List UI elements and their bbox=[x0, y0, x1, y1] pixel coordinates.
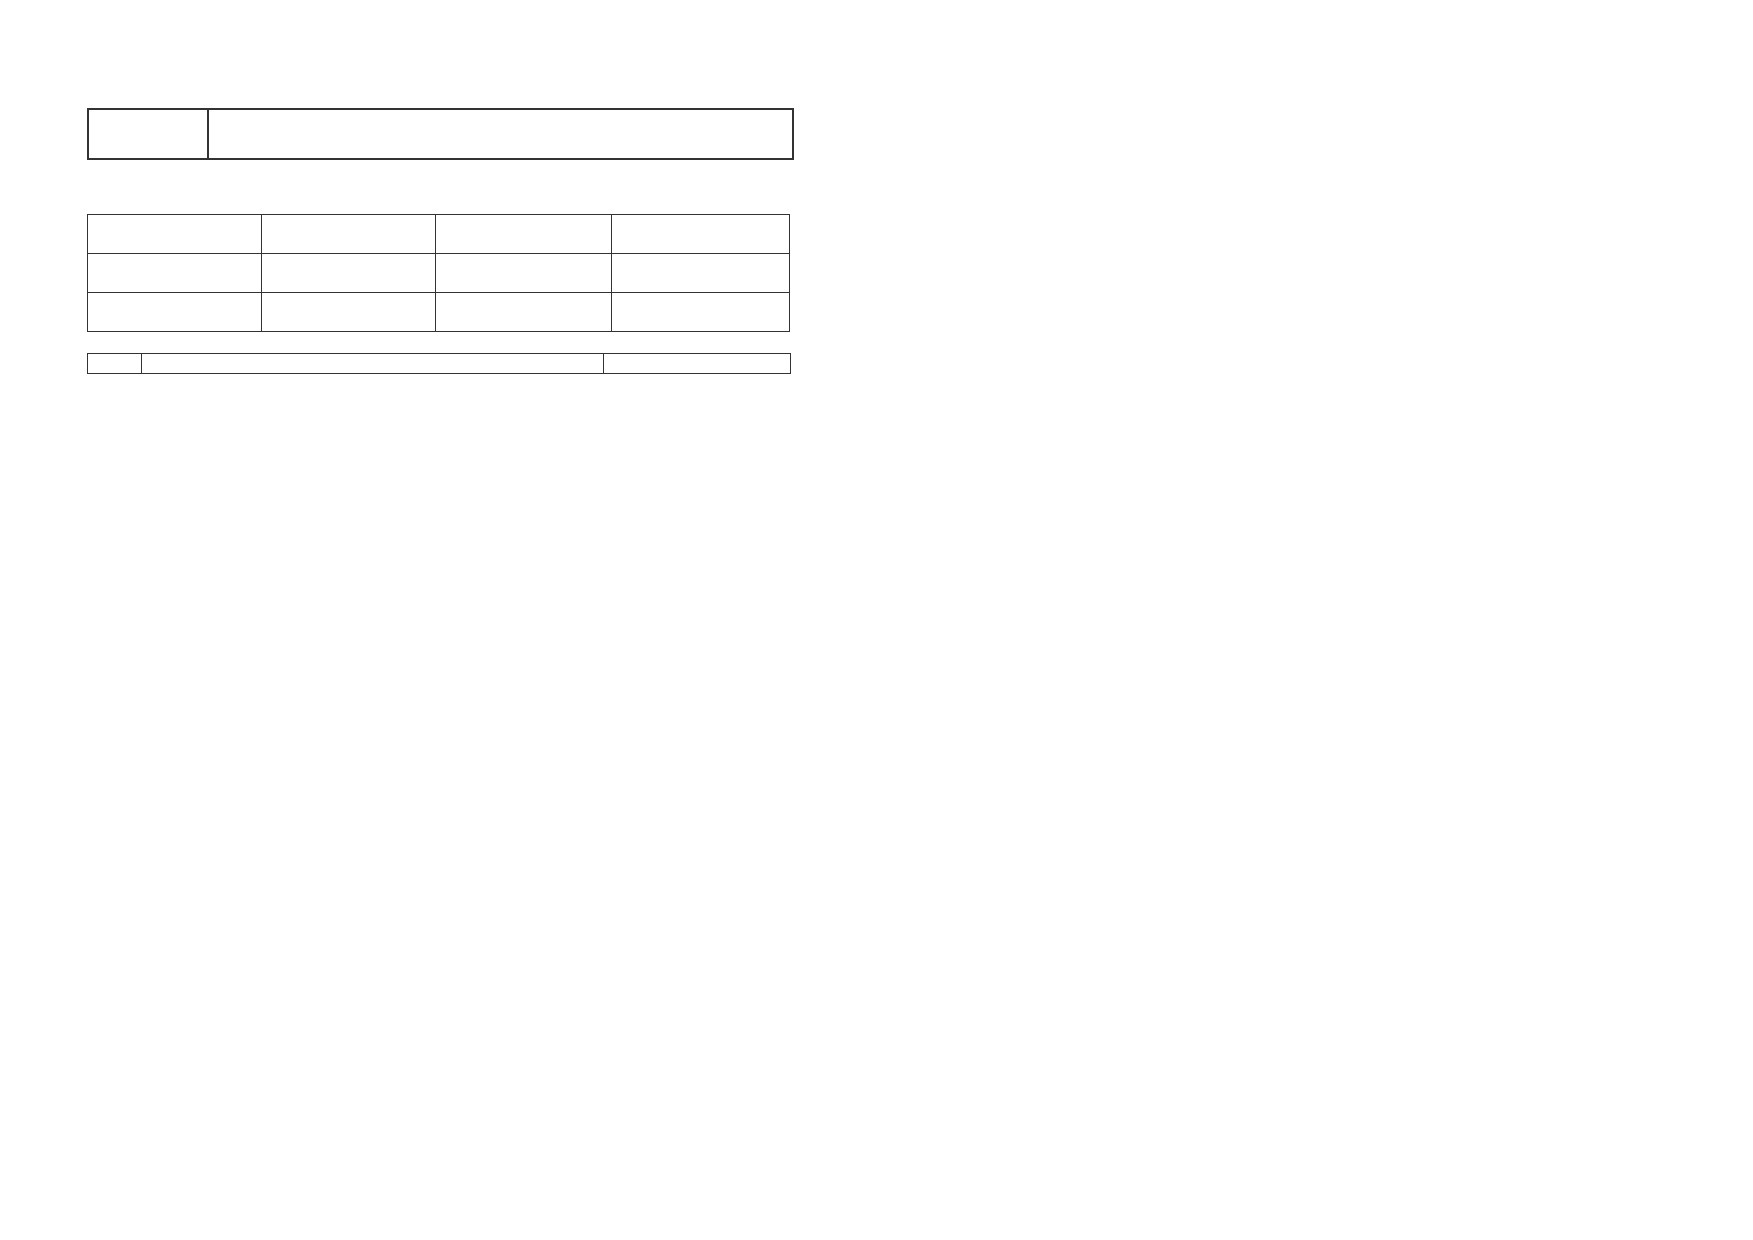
header-item bbox=[142, 354, 604, 374]
page-8 bbox=[0, 0, 876, 1240]
location-field[interactable] bbox=[261, 254, 435, 293]
left-checklist-table bbox=[87, 353, 791, 374]
confirmer-label bbox=[88, 215, 262, 254]
page-9 bbox=[876, 0, 1753, 1240]
confirmer-field[interactable] bbox=[261, 215, 435, 254]
written-date-field[interactable] bbox=[612, 215, 790, 254]
purpose-label bbox=[435, 293, 612, 332]
location-label bbox=[88, 254, 262, 293]
use-type-field[interactable] bbox=[612, 254, 790, 293]
title-box bbox=[87, 108, 794, 160]
purpose-field[interactable] bbox=[612, 293, 790, 332]
document-title bbox=[209, 110, 792, 158]
header-content bbox=[604, 354, 791, 374]
header-category bbox=[88, 354, 142, 374]
info-table bbox=[87, 214, 790, 332]
scope-label bbox=[88, 293, 262, 332]
attachment-tag bbox=[89, 110, 209, 158]
use-type-label bbox=[435, 254, 612, 293]
written-date-label bbox=[435, 215, 612, 254]
scope-field[interactable] bbox=[261, 293, 435, 332]
